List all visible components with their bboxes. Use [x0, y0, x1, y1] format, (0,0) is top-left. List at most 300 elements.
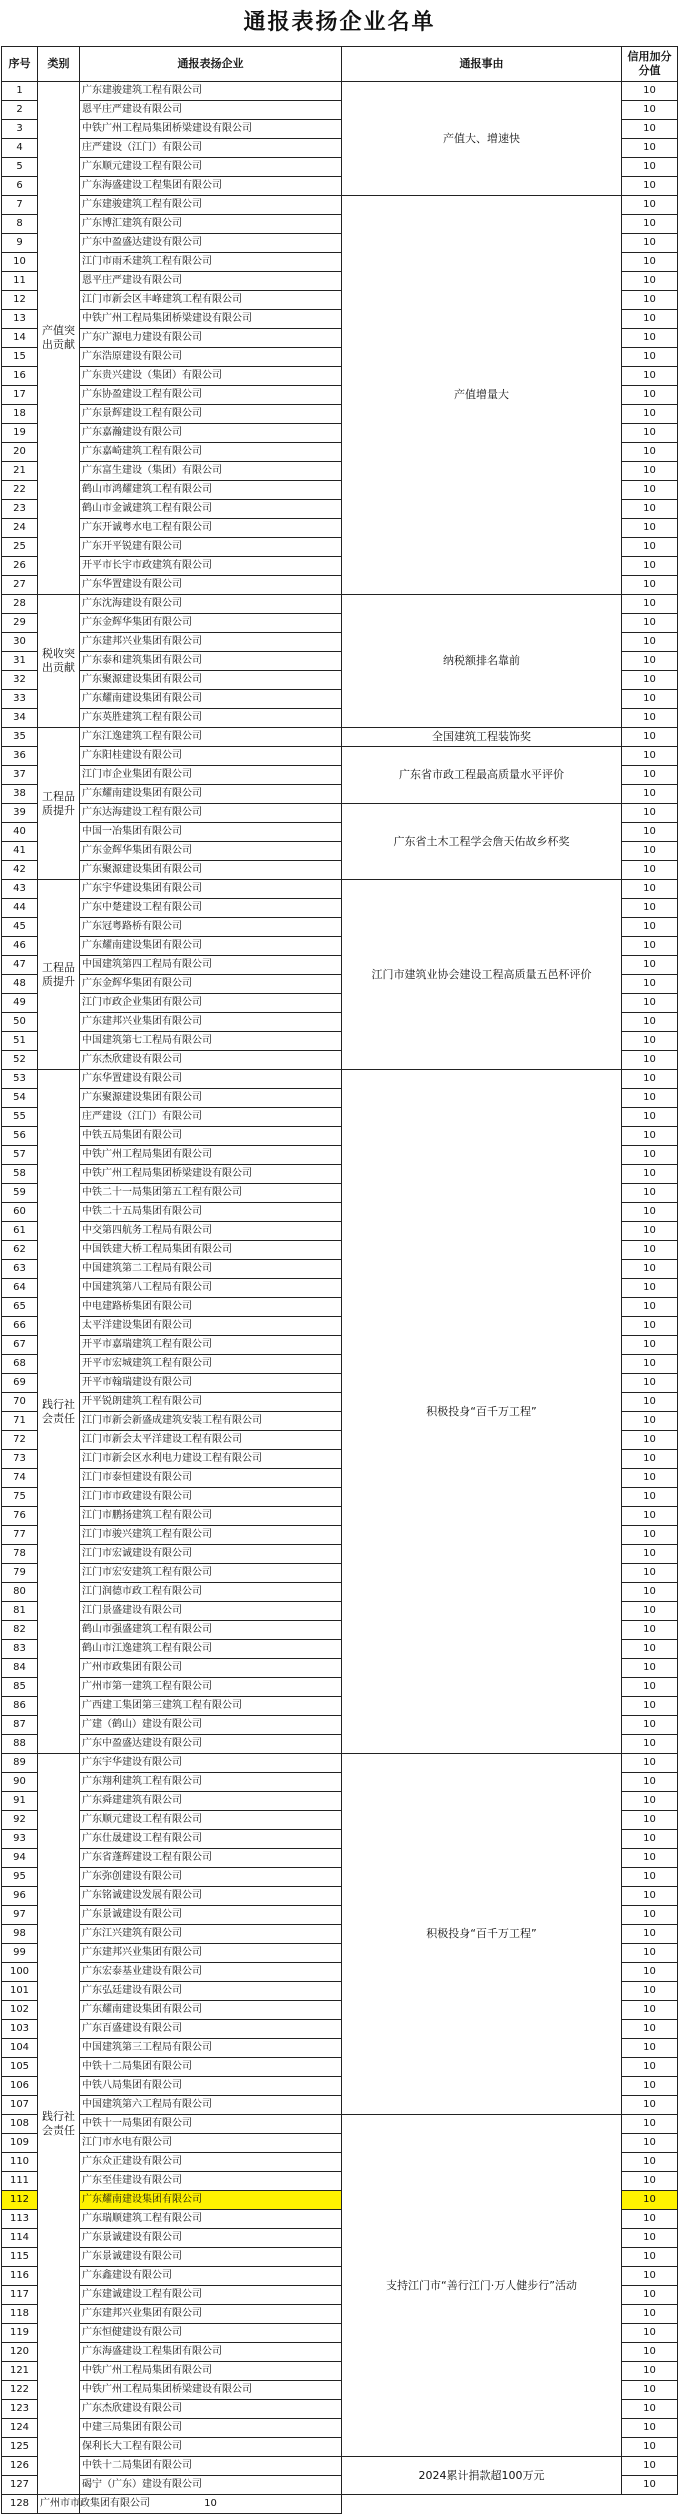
- enterprise-name: 广东弥创建设有限公司: [80, 1868, 342, 1887]
- row-number: 61: [2, 1222, 38, 1241]
- credit-score: 10: [622, 120, 678, 139]
- row-number: 38: [2, 785, 38, 804]
- credit-score: 10: [622, 481, 678, 500]
- credit-score: 10: [622, 101, 678, 120]
- row-number: 87: [2, 1716, 38, 1735]
- row-number: 24: [2, 519, 38, 538]
- credit-score: 10: [622, 747, 678, 766]
- table-row: [2, 82, 678, 101]
- row-number: 108: [2, 2115, 38, 2134]
- row-number: 26: [2, 557, 38, 576]
- credit-score: 10: [622, 899, 678, 918]
- row-number: 124: [2, 2419, 38, 2438]
- enterprise-name: 广东至佳建设有限公司: [80, 2172, 342, 2191]
- credit-score: 10: [622, 1507, 678, 1526]
- credit-score: 10: [622, 918, 678, 937]
- credit-score: 10: [622, 994, 678, 1013]
- enterprise-name: 广东建骏建筑工程有限公司: [80, 196, 342, 215]
- credit-score: 10: [622, 1792, 678, 1811]
- credit-score: 10: [622, 614, 678, 633]
- enterprise-name: 江门市新会区丰峰建筑工程有限公司: [80, 291, 342, 310]
- enterprise-name: 广东弘廷建设有限公司: [80, 1982, 342, 2001]
- row-number: 113: [2, 2210, 38, 2229]
- enterprise-name: 鹤山市强盛建筑工程有限公司: [80, 1621, 342, 1640]
- credit-score: 10: [622, 1222, 678, 1241]
- enterprise-name: 广东景辉建设工程有限公司: [80, 405, 342, 424]
- credit-score: 10: [622, 1336, 678, 1355]
- row-number: 118: [2, 2305, 38, 2324]
- enterprise-name: 广东耀南建设集团有限公司: [80, 2191, 342, 2210]
- credit-score: 10: [622, 196, 678, 215]
- row-number: 125: [2, 2438, 38, 2457]
- enterprise-name: 开平市翰瑞建设有限公司: [80, 1374, 342, 1393]
- enterprise-name: 鹤山市金诚建筑工程有限公司: [80, 500, 342, 519]
- enterprise-name: 广东恒健建设有限公司: [80, 2324, 342, 2343]
- enterprise-name: 中国铁建大桥工程局集团有限公司: [80, 1241, 342, 1260]
- credit-score: 10: [622, 2362, 678, 2381]
- credit-score: 10: [622, 1621, 678, 1640]
- enterprise-name: 广州市市政集团有限公司: [38, 2495, 80, 2514]
- enterprise-name: 广东中楚建设工程有限公司: [80, 899, 342, 918]
- reason-cell: 纳税额排名靠前: [342, 595, 622, 728]
- table-row: [2, 728, 678, 747]
- row-number: 55: [2, 1108, 38, 1127]
- credit-score: 10: [622, 1830, 678, 1849]
- enterprise-name: 中国建筑第八工程局有限公司: [80, 1279, 342, 1298]
- page-title: 通报表扬企业名单: [243, 10, 436, 35]
- enterprise-name: 中铁广州工程局集团有限公司: [80, 1146, 342, 1165]
- enterprise-name: 江门市宏安建筑工程有限公司: [80, 1564, 342, 1583]
- credit-score: 10: [622, 462, 678, 481]
- row-number: 28: [2, 595, 38, 614]
- enterprise-name: 广东英胜建筑工程有限公司: [80, 709, 342, 728]
- credit-score: 10: [622, 842, 678, 861]
- credit-score: 10: [622, 500, 678, 519]
- enterprise-name: 广东博汇建筑有限公司: [80, 215, 342, 234]
- credit-score: 10: [622, 1716, 678, 1735]
- row-number: 51: [2, 1032, 38, 1051]
- row-number: 60: [2, 1203, 38, 1222]
- row-number: 88: [2, 1735, 38, 1754]
- row-number: 42: [2, 861, 38, 880]
- row-number: 110: [2, 2153, 38, 2172]
- table-row: [2, 1070, 678, 1089]
- row-number: 16: [2, 367, 38, 386]
- credit-score: 10: [622, 956, 678, 975]
- enterprise-name: 广东翔利建筑工程有限公司: [80, 1773, 342, 1792]
- enterprise-name: 开平市长宇市政建筑有限公司: [80, 557, 342, 576]
- row-number: 63: [2, 1260, 38, 1279]
- credit-score: 10: [622, 405, 678, 424]
- credit-score: 10: [622, 1583, 678, 1602]
- reason-cell: 积极投身“百千万工程”: [342, 1754, 622, 2115]
- enterprise-name: 广东聚源建设集团有限公司: [80, 1089, 342, 1108]
- enterprise-name: 广东开诚粤水电工程有限公司: [80, 519, 342, 538]
- credit-score: 10: [622, 2229, 678, 2248]
- credit-score: 10: [622, 1811, 678, 1830]
- row-number: 30: [2, 633, 38, 652]
- row-number: 49: [2, 994, 38, 1013]
- table-row: [2, 804, 678, 823]
- credit-score: 10: [622, 671, 678, 690]
- enterprise-name: 庄严建设（江门）有限公司: [80, 139, 342, 158]
- row-number: 52: [2, 1051, 38, 1070]
- row-number: 33: [2, 690, 38, 709]
- credit-score: 10: [622, 2191, 678, 2210]
- row-number: 96: [2, 1887, 38, 1906]
- credit-score: 10: [622, 272, 678, 291]
- enterprise-name: 广东贵兴建设（集团）有限公司: [80, 367, 342, 386]
- credit-score: 10: [622, 1469, 678, 1488]
- credit-score: 10: [622, 1127, 678, 1146]
- enterprise-name: 广东耀南建设集团有限公司: [80, 690, 342, 709]
- credit-score: 10: [622, 291, 678, 310]
- credit-score: 10: [622, 1317, 678, 1336]
- row-number: 79: [2, 1564, 38, 1583]
- row-number: 53: [2, 1070, 38, 1089]
- row-number: 3: [2, 120, 38, 139]
- credit-score: 10: [622, 158, 678, 177]
- enterprise-name: 中国一冶集团有限公司: [80, 823, 342, 842]
- row-number: 91: [2, 1792, 38, 1811]
- credit-score: 10: [622, 1412, 678, 1431]
- header-row: [2, 47, 678, 82]
- enterprise-name: 中国建筑第二工程局有限公司: [80, 1260, 342, 1279]
- credit-score: 10: [622, 139, 678, 158]
- credit-score: 10: [622, 1602, 678, 1621]
- row-number: 34: [2, 709, 38, 728]
- credit-score: 10: [622, 633, 678, 652]
- enterprise-name: 江门市鹏扬建筑工程有限公司: [80, 1507, 342, 1526]
- reason-cell: 产值大、增速快: [342, 82, 622, 196]
- enterprise-name: 广东广源电力建设有限公司: [80, 329, 342, 348]
- category-cell: 践行社会责任: [38, 1754, 80, 2495]
- credit-score: 10: [622, 2210, 678, 2229]
- row-number: 80: [2, 1583, 38, 1602]
- credit-score: 10: [622, 1108, 678, 1127]
- enterprise-name: 江门市新会太平洋建设工程有限公司: [80, 1431, 342, 1450]
- credit-score: 10: [622, 1013, 678, 1032]
- enterprise-name: 中国建筑第六工程局有限公司: [80, 2096, 342, 2115]
- credit-score: 10: [622, 1868, 678, 1887]
- credit-score: 10: [622, 1735, 678, 1754]
- enterprise-name: 太平洋建设集团有限公司: [80, 1317, 342, 1336]
- enterprise-name: 广东省蓬辉建设工程有限公司: [80, 1849, 342, 1868]
- enterprise-name: 碣宁（广东）建设有限公司: [80, 2476, 342, 2495]
- row-number: 1: [2, 82, 38, 101]
- enterprise-name: 鹤山市鸿耀建筑工程有限公司: [80, 481, 342, 500]
- enterprise-name: 中铁广州工程局集团桥梁建设有限公司: [80, 2381, 342, 2400]
- credit-score: 10: [622, 1773, 678, 1792]
- credit-score: 10: [622, 2381, 678, 2400]
- commendation-table: [1, 46, 678, 2514]
- row-number: 107: [2, 2096, 38, 2115]
- credit-score: 10: [622, 310, 678, 329]
- enterprise-name: 广东聚源建设集团有限公司: [80, 861, 342, 880]
- table-row: [2, 595, 678, 614]
- enterprise-name: 江门景盛建设有限公司: [80, 1602, 342, 1621]
- credit-score: 10: [622, 1032, 678, 1051]
- row-number: 65: [2, 1298, 38, 1317]
- row-number: 116: [2, 2267, 38, 2286]
- row-number: 97: [2, 1906, 38, 1925]
- row-number: 62: [2, 1241, 38, 1260]
- credit-score: 10: [622, 2134, 678, 2153]
- credit-score: 10: [622, 804, 678, 823]
- row-number: 115: [2, 2248, 38, 2267]
- row-number: 69: [2, 1374, 38, 1393]
- credit-score: 10: [622, 2419, 678, 2438]
- header-enterprise: 通报表扬企业: [80, 47, 342, 82]
- enterprise-name: 中铁十一局集团有限公司: [80, 2115, 342, 2134]
- enterprise-name: 江门市雨禾建筑工程有限公司: [80, 253, 342, 272]
- credit-score: 10: [622, 2324, 678, 2343]
- row-number: 83: [2, 1640, 38, 1659]
- enterprise-name: 中国建筑第四工程局有限公司: [80, 956, 342, 975]
- credit-score: 10: [622, 329, 678, 348]
- row-number: 117: [2, 2286, 38, 2305]
- enterprise-name: 江门市新会新盛成建筑安装工程有限公司: [80, 1412, 342, 1431]
- credit-score: 10: [622, 1640, 678, 1659]
- credit-score: 10: [622, 595, 678, 614]
- row-number: 123: [2, 2400, 38, 2419]
- credit-score: 10: [622, 766, 678, 785]
- reason-cell: 积极投身“百千万工程”: [342, 1070, 622, 1754]
- credit-score: 10: [622, 576, 678, 595]
- enterprise-name: 江门市泰恒建设有限公司: [80, 1469, 342, 1488]
- row-number: 127: [2, 2476, 38, 2495]
- enterprise-name: 广东江兴建筑有限公司: [80, 1925, 342, 1944]
- row-number: 6: [2, 177, 38, 196]
- enterprise-name: 恩平庄严建设有限公司: [80, 101, 342, 120]
- row-number: 92: [2, 1811, 38, 1830]
- row-number: 19: [2, 424, 38, 443]
- enterprise-name: 广州市政集团有限公司: [80, 1659, 342, 1678]
- row-number: 101: [2, 1982, 38, 2001]
- table-row: [2, 1754, 678, 1773]
- row-number: 73: [2, 1450, 38, 1469]
- row-number: 94: [2, 1849, 38, 1868]
- enterprise-name: 广东海盛建设工程集团有限公司: [80, 2343, 342, 2362]
- row-number: 22: [2, 481, 38, 500]
- row-number: 56: [2, 1127, 38, 1146]
- credit-score: 10: [622, 709, 678, 728]
- header-category: 类别: [38, 47, 80, 82]
- enterprise-name: 广东海盛建设工程集团有限公司: [80, 177, 342, 196]
- reason-cell: 江门市建筑业协会建设工程高质量五邑杯评价: [342, 880, 622, 1070]
- row-number: 82: [2, 1621, 38, 1640]
- enterprise-name: 广东华置建设有限公司: [80, 576, 342, 595]
- row-number: 100: [2, 1963, 38, 1982]
- credit-score: 10: [622, 1659, 678, 1678]
- reason-cell: 广东省市政工程最高质量水平评价: [342, 747, 622, 804]
- row-number: 89: [2, 1754, 38, 1773]
- row-number: 40: [2, 823, 38, 842]
- credit-score: 10: [622, 1887, 678, 1906]
- credit-score: 10: [622, 1279, 678, 1298]
- enterprise-name: 中铁广州工程局集团有限公司: [80, 2362, 342, 2381]
- credit-score: 10: [622, 1165, 678, 1184]
- table-row: [2, 880, 678, 899]
- credit-score: 10: [622, 975, 678, 994]
- row-number: 47: [2, 956, 38, 975]
- row-number: 48: [2, 975, 38, 994]
- credit-score: 10: [622, 2115, 678, 2134]
- enterprise-name: 广东中盈盛达建设有限公司: [80, 1735, 342, 1754]
- enterprise-name: 广东耀南建设集团有限公司: [80, 937, 342, 956]
- enterprise-name: 广建（鹤山）建设有限公司: [80, 1716, 342, 1735]
- credit-score: 10: [622, 2001, 678, 2020]
- credit-score: 10: [622, 1089, 678, 1108]
- enterprise-name: 广东仕晟建设工程有限公司: [80, 1830, 342, 1849]
- enterprise-name: 中铁广州工程局集团桥梁建设有限公司: [80, 310, 342, 329]
- enterprise-name: 广东中盈盛达建设有限公司: [80, 234, 342, 253]
- credit-score: 10: [622, 1146, 678, 1165]
- credit-score: 10: [622, 1963, 678, 1982]
- enterprise-name: 江门润德市政工程有限公司: [80, 1583, 342, 1602]
- credit-score: 10: [622, 2476, 678, 2495]
- enterprise-name: 广东嘉瀚建设有限公司: [80, 424, 342, 443]
- credit-score: 10: [622, 519, 678, 538]
- row-number: 39: [2, 804, 38, 823]
- row-number: 32: [2, 671, 38, 690]
- credit-score: 10: [622, 690, 678, 709]
- enterprise-name: 广东百盛建设有限公司: [80, 2020, 342, 2039]
- credit-score: 10: [622, 177, 678, 196]
- enterprise-name: 中铁广州工程局集团桥梁建设有限公司: [80, 120, 342, 139]
- enterprise-name: 中铁二十一局集团第五工程有限公司: [80, 1184, 342, 1203]
- enterprise-name: 广东达海建设工程有限公司: [80, 804, 342, 823]
- table-row: [2, 2457, 678, 2476]
- row-number: 23: [2, 500, 38, 519]
- enterprise-name: 庄严建设（江门）有限公司: [80, 1108, 342, 1127]
- enterprise-name: 江门市新会区水利电力建设工程有限公司: [80, 1450, 342, 1469]
- row-number: 74: [2, 1469, 38, 1488]
- credit-score: 10: [622, 1241, 678, 1260]
- credit-score: 10: [622, 1431, 678, 1450]
- row-number: 112: [2, 2191, 38, 2210]
- header-reason: 通报事由: [342, 47, 622, 82]
- credit-score: 10: [622, 2457, 678, 2476]
- row-number: 11: [2, 272, 38, 291]
- enterprise-name: 鹤山市江逸建筑工程有限公司: [80, 1640, 342, 1659]
- row-number: 5: [2, 158, 38, 177]
- credit-score: 10: [622, 2096, 678, 2115]
- header-score: 信用加分分值: [622, 47, 678, 82]
- row-number: 29: [2, 614, 38, 633]
- credit-score: 10: [622, 2020, 678, 2039]
- row-number: 106: [2, 2077, 38, 2096]
- row-number: 41: [2, 842, 38, 861]
- row-number: 68: [2, 1355, 38, 1374]
- enterprise-name: 广东聚源建设集团有限公司: [80, 671, 342, 690]
- category-cell: 工程品质提升: [38, 728, 80, 880]
- table-row: [2, 2115, 678, 2134]
- enterprise-name: 广东耀南建设集团有限公司: [80, 2001, 342, 2020]
- enterprise-name: 广东建邦兴业集团有限公司: [80, 2305, 342, 2324]
- enterprise-name: 广东建骏建筑工程有限公司: [80, 82, 342, 101]
- row-number: 21: [2, 462, 38, 481]
- enterprise-name: 广东耀南建设集团有限公司: [80, 785, 342, 804]
- row-number: 99: [2, 1944, 38, 1963]
- credit-score: 10: [622, 1564, 678, 1583]
- row-number: 50: [2, 1013, 38, 1032]
- row-number: 43: [2, 880, 38, 899]
- enterprise-name: 广东宇华建设有限公司: [80, 1754, 342, 1773]
- enterprise-name: 广东景诚建设有限公司: [80, 2229, 342, 2248]
- row-number: 121: [2, 2362, 38, 2381]
- row-number: 109: [2, 2134, 38, 2153]
- enterprise-name: 中铁五局集团有限公司: [80, 1127, 342, 1146]
- row-number: 36: [2, 747, 38, 766]
- row-number: 14: [2, 329, 38, 348]
- credit-score: 10: [622, 1374, 678, 1393]
- row-number: 15: [2, 348, 38, 367]
- credit-score: 10: [622, 1944, 678, 1963]
- credit-score: 10: [622, 1298, 678, 1317]
- row-number: 8: [2, 215, 38, 234]
- row-number: 76: [2, 1507, 38, 1526]
- enterprise-name: 广东宇华建设集团有限公司: [80, 880, 342, 899]
- row-number: 72: [2, 1431, 38, 1450]
- enterprise-name: 广东富生建设（集团）有限公司: [80, 462, 342, 481]
- row-number: 9: [2, 234, 38, 253]
- enterprise-name: 开平锐朗建筑工程有限公司: [80, 1393, 342, 1412]
- row-number: 67: [2, 1336, 38, 1355]
- enterprise-name: 保利长大工程有限公司: [80, 2438, 342, 2457]
- row-number: 84: [2, 1659, 38, 1678]
- credit-score: 10: [622, 2077, 678, 2096]
- enterprise-name: 广东建邦兴业集团有限公司: [80, 1013, 342, 1032]
- credit-score: 10: [622, 1260, 678, 1279]
- credit-score: 10: [622, 538, 678, 557]
- credit-score: 10: [622, 215, 678, 234]
- row-number: 128: [2, 2495, 38, 2514]
- credit-score: 10: [622, 2058, 678, 2077]
- table-row: [2, 2495, 678, 2514]
- row-number: 111: [2, 2172, 38, 2191]
- row-number: 75: [2, 1488, 38, 1507]
- enterprise-name: 中交第四航务工程局有限公司: [80, 1222, 342, 1241]
- credit-score: 10: [622, 1070, 678, 1089]
- enterprise-name: 广东金辉华集团有限公司: [80, 842, 342, 861]
- credit-score: 10: [80, 2495, 342, 2514]
- credit-score: 10: [622, 861, 678, 880]
- row-number: 54: [2, 1089, 38, 1108]
- category-cell: 践行社会责任: [38, 1070, 80, 1754]
- header-no: 序号: [2, 47, 38, 82]
- row-number: 66: [2, 1317, 38, 1336]
- enterprise-name: 中铁广州工程局集团桥梁建设有限公司: [80, 1165, 342, 1184]
- credit-score: 10: [622, 2343, 678, 2362]
- category-cell: 产值突出贡献: [38, 82, 80, 595]
- enterprise-name: 广东鑫建设有限公司: [80, 2267, 342, 2286]
- enterprise-name: 广州市第一建筑工程有限公司: [80, 1678, 342, 1697]
- enterprise-name: 广东阳桂建设有限公司: [80, 747, 342, 766]
- enterprise-name: 广东舜建建筑有限公司: [80, 1792, 342, 1811]
- credit-score: 10: [622, 2248, 678, 2267]
- row-number: 57: [2, 1146, 38, 1165]
- credit-score: 10: [622, 1526, 678, 1545]
- enterprise-name: 中铁十二局集团有限公司: [80, 2457, 342, 2476]
- enterprise-name: 江门市企业集团有限公司: [80, 766, 342, 785]
- row-number: 46: [2, 937, 38, 956]
- row-number: 25: [2, 538, 38, 557]
- row-number: 44: [2, 899, 38, 918]
- enterprise-name: 广东建诚建设工程有限公司: [80, 2286, 342, 2305]
- enterprise-name: 江门市宏诚建设有限公司: [80, 1545, 342, 1564]
- row-number: 103: [2, 2020, 38, 2039]
